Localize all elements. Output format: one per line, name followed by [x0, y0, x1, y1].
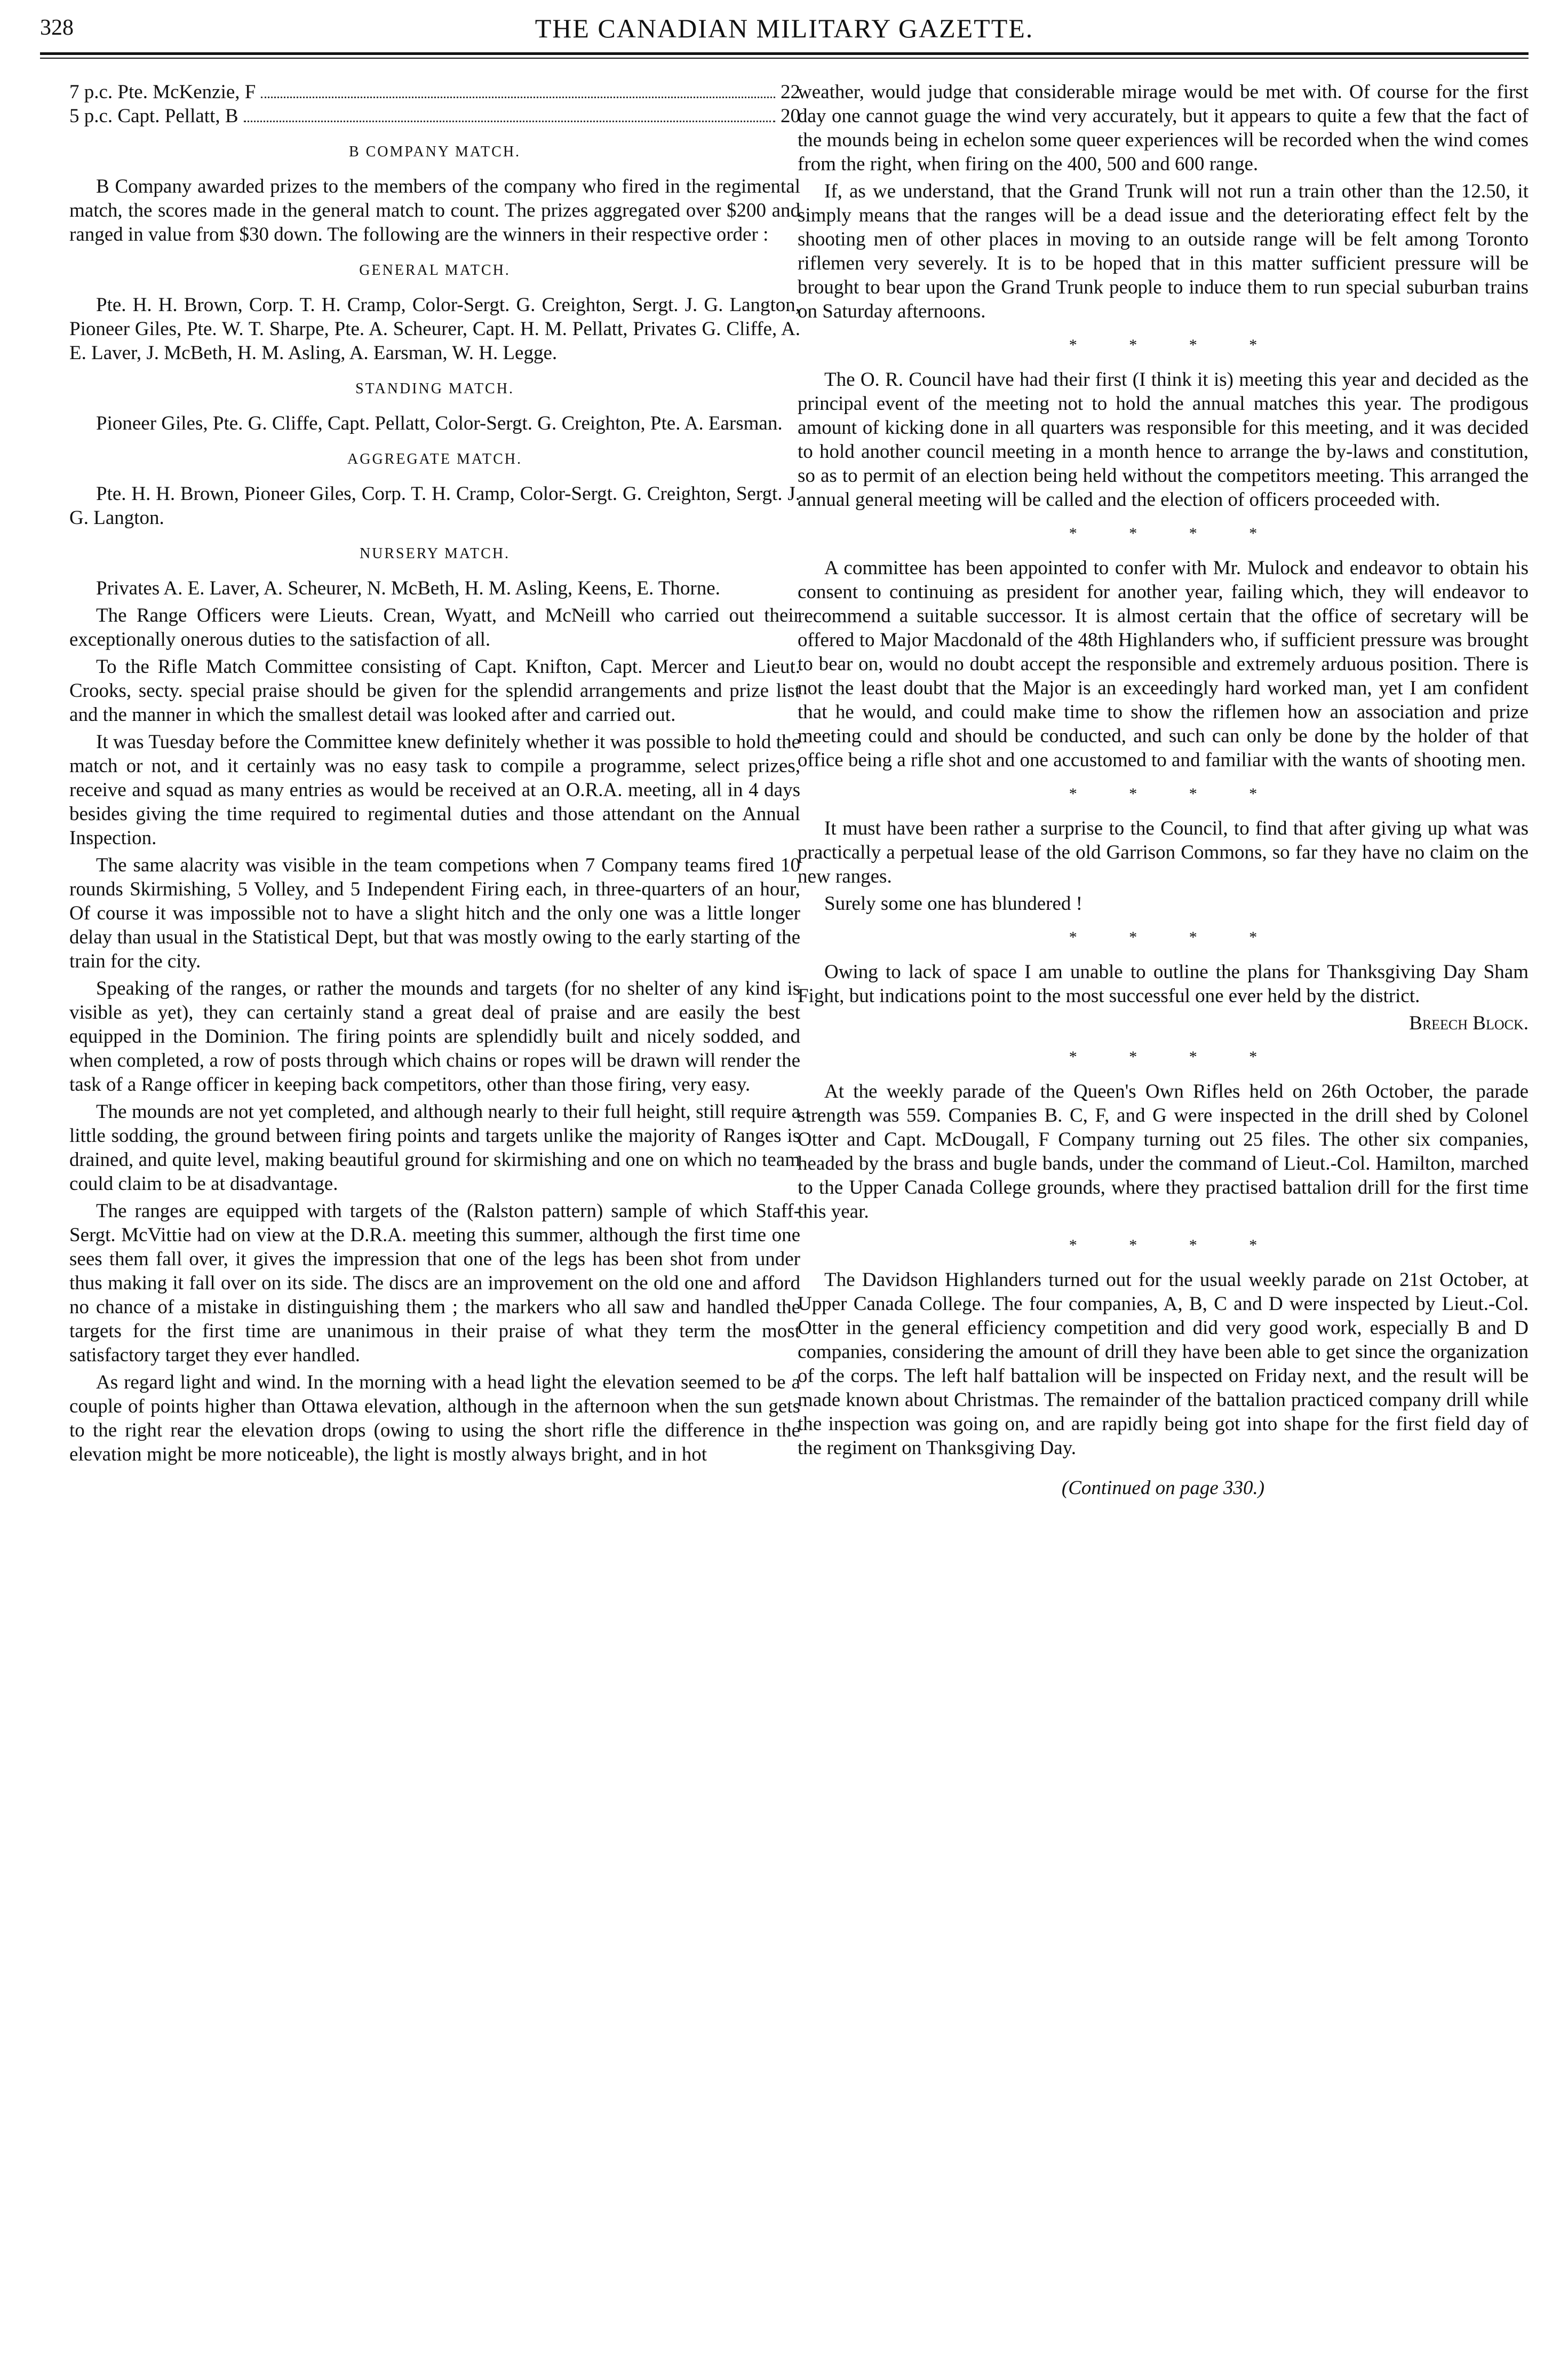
paragraph: The mounds are not yet completed, and although nearly to their full height, still require a little sodding, the ground between firing points and targets unlike the majority of Ranges is drained, and quite level, making beautiful ground for skirmishing and one on which no team could claim to be at disadvantage. — [69, 1101, 800, 1195]
paragraph: A committee has been appointed to confer with Mr. Mulock and endeavor to obtain his consent to continuing as president for another year, failing which, they will endeavor to recommend a suitable successor. It is almost certain that the office of secretary will be offered to Major Macdonald of the 48th Highlanders who, if sufficient pressure was brought to bear on, would no doubt accept the responsible and extremely arduous position. There is not the least doubt that the Major is an exceedingly hard worked man, yet I am confident that he would, and could make time to show the riflemen how an association and prize meeting could and should be conducted, and such can only be done by the holder of that office being a rifle shot and one accustomed to and familiar with the wants of shooting men. — [798, 557, 1529, 771]
section-heading: STANDING MATCH. — [355, 380, 514, 397]
section-break-stars: * * * * — [1069, 525, 1257, 542]
section-break-stars: * * * * — [1069, 1236, 1257, 1254]
paragraph: Pte. H. H. Brown, Corp. T. H. Cramp, Color-Sergt. G. Creighton, Sergt. J. G. Langton, Pioneer Giles, Pte. W. T. Sharpe, Pte. A. Scheurer, Capt. H. M. Pellatt, Privates G. Cliffe, A. E. Laver, J. McBeth, H. M. Asling, A. Earsman, W. H. Legge. — [69, 294, 800, 364]
score-value: 20 — [781, 105, 800, 127]
paragraph: Owing to lack of space I am unable to outline the plans for Thanksgiving Day Sham Fight, but indications point to the most successful one ever held by the district. — [798, 961, 1529, 1007]
right-column — [798, 80, 1529, 1500]
paragraph: The Davidson Highlanders turned out for the usual weekly parade on 21st October, at Upper Canada College. The four companies, A, B, C and D were inspected by Lieut.-Col. Otter in the general efficiency competition and did very good work, especially B and D companies, considering the amount of drill they have been able to get since the organization of the corps. The left half battalion will be inspected on Friday next, and the result will be made known about Christmas. The remainder of the battalion practiced company drill while the inspection was going on, and are rapidly being got into shape for the first field day of the regiment on Thanksgiving Day. — [798, 1269, 1529, 1459]
header-rule — [40, 52, 1529, 55]
paragraph: Speaking of the ranges, or rather the mounds and targets (for no shelter of any kind is visible as yet), they can certainly stand a great deal of praise and are easily the best equipped in the Dominion. The firing points are splendidly built and nicely sodded, and when completed, a row of posts through which chains or ropes will be drawn will render the task of a Range officer in keeping back competitors, other than those firing, very easy. — [69, 978, 800, 1096]
leader-dots — [261, 97, 775, 98]
paragraph: It must have been rather a surprise to the Council, to find that after giving up what was practically a perpetual lease of the old Garrison Commons, so far they have no claim on the new ranges. — [798, 818, 1529, 887]
paragraph: Surely some one has blundered ! — [824, 893, 1083, 915]
score-row — [69, 80, 800, 104]
paragraph: Privates A. E. Laver, A. Scheurer, N. McBeth, H. M. Asling, Keens, E. Thorne. — [96, 577, 720, 599]
paragraph: If, as we understand, that the Grand Trunk will not run a train other than the 12.50, it simply means that the ranges will be a dead issue and the deteriorating effect felt by the shooting men of other places in moving to an outside range will be felt among Toronto riflemen very severely. It is to be hoped that in this matter sufficient pressure will be brought to bear upon the Grand Trunk people to induce them to run special suburban trains on Saturday afternoons. — [798, 180, 1529, 322]
score-value: 22 — [781, 81, 800, 103]
section-heading: AGGREGATE MATCH. — [347, 451, 522, 467]
leader-dots — [244, 121, 775, 122]
paragraph: The O. R. Council have had their first (I think it is) meeting this year and decided as the principal event of the meeting not to hold the annual matches this year. The prodigous amount of kicking done in all quarters was responsible for this meeting, and it was decided to hold another council meeting in a month hence to arrange the by-laws and constitution, so as to permit of an election being held without the competitors meeting. This arranged the annual general meeting will be called and the election of officers proceeded with. — [798, 369, 1529, 511]
masthead-title: THE CANADIAN MILITARY GAZETTE. — [535, 13, 1034, 43]
paragraph: The Range Officers were Lieuts. Crean, Wyatt, and McNeill who carried out their exceptionally onerous duties to the satisfaction of all. — [69, 605, 800, 650]
author-signature: Breech Block. — [1409, 1012, 1529, 1034]
section-break-stars: * * * * — [1069, 928, 1257, 946]
score-row — [69, 104, 800, 128]
section-heading: GENERAL MATCH. — [359, 262, 511, 279]
score-label: 7 p.c. Pte. McKenzie, F — [69, 81, 256, 103]
paragraph: As regard light and wind. In the morning with a head light the elevation seemed to be a couple of points higher than Ottawa elevation, although in the afternoon when the sun gets to the right rear the elevation drops (owing to using the short rifle the difference in the elevation might be more noticeable), the light is mostly always bright, and in hot — [69, 1371, 800, 1465]
section-break-stars: * * * * — [1069, 1048, 1257, 1066]
paragraph: Pioneer Giles, Pte. G. Cliffe, Capt. Pellatt, Color-Sergt. G. Creighton, Pte. A. Earsman. — [96, 412, 783, 434]
header-rule-thin — [40, 58, 1529, 59]
paragraph: It was Tuesday before the Committee knew definitely whether it was possible to hold the match or not, and it certainly was no easy task to compile a programme, select prizes, receive and squad as many entries as would be received at an O.R.A. meeting, all in 4 days besides giving the time required to regimental duties and those attendant on the Annual Inspection. — [69, 731, 800, 849]
section-heading: B COMPANY MATCH. — [348, 144, 521, 160]
page-header — [40, 10, 1529, 58]
paragraph: weather, would judge that considerable mirage would be met with. Of course for the first day one cannot guage the wind very accurately, but it appears to quite a few that the fact of the mounds being in echelon some queer experiences will be recorded when the wind comes from the right, when firing on the 400, 500 and 600 range. — [798, 81, 1529, 175]
left-column — [69, 80, 800, 1470]
continued-notice: (Continued on page 330.) — [1061, 1477, 1265, 1499]
paragraph: The same alacrity was visible in the team competions when 7 Company teams fired 10 rounds Skirmishing, 5 Volley, and 5 Independent Firing each, in three-quarters of an hour, Of course it was impossible not to have a slight hitch and the only one was a little longer delay than usual in the Statistical Dept, but that was mostly owing to the early starting of the train for the city. — [69, 854, 800, 972]
page-number: 328 — [40, 15, 74, 40]
paragraph: At the weekly parade of the Queen's Own Rifles held on 26th October, the parade strength was 559. Companies B. C, F, and G were inspected in the drill shed by Colonel Otter and Capt. McDougall, F Company turning out 25 files. The other six companies, headed by the brass and bugle bands, under the command of Lieut.-Col. Hamilton, marched to the Upper Canada College grounds, where they practised battalion drill for the first time this year. — [798, 1081, 1529, 1223]
paragraph: B Company awarded prizes to the members of the company who fired in the regimental match, the scores made in the general match to count. The prizes aggregated over $200 and ranged in value from $30 down. The following are the winners in their respective order : — [69, 176, 800, 245]
section-heading: NURSERY MATCH. — [359, 545, 511, 562]
section-break-stars: * * * * — [1069, 336, 1257, 354]
paragraph: Pte. H. H. Brown, Pioneer Giles, Corp. T. H. Cramp, Color-Sergt. G. Creighton, Sergt. J. G. Langton. — [69, 483, 800, 529]
paragraph: To the Rifle Match Committee consisting of Capt. Knifton, Capt. Mercer and Lieut. Crooks, secty. special praise should be given for the splendid arrangements and prize list and the manner in which the smallest detail was looked after and carried out. — [69, 656, 800, 726]
score-label: 5 p.c. Capt. Pellatt, B — [69, 105, 238, 127]
paragraph: The ranges are equipped with targets of the (Ralston pattern) sample of which Staff-Sergt. McVittie had on view at the D.R.A. meeting this summer, although the first time one sees them fall over, it gives the impression that one of the legs has been shot from under thus making it fall over on its side. The discs are an improvement on the old one and afford no chance of a mistake in distinguishing them ; the markers who all saw and handled the targets for the first time are unanimous in their praise of what they term the most satisfactory target they ever handled. — [69, 1200, 800, 1366]
section-break-stars: * * * * — [1069, 785, 1257, 803]
